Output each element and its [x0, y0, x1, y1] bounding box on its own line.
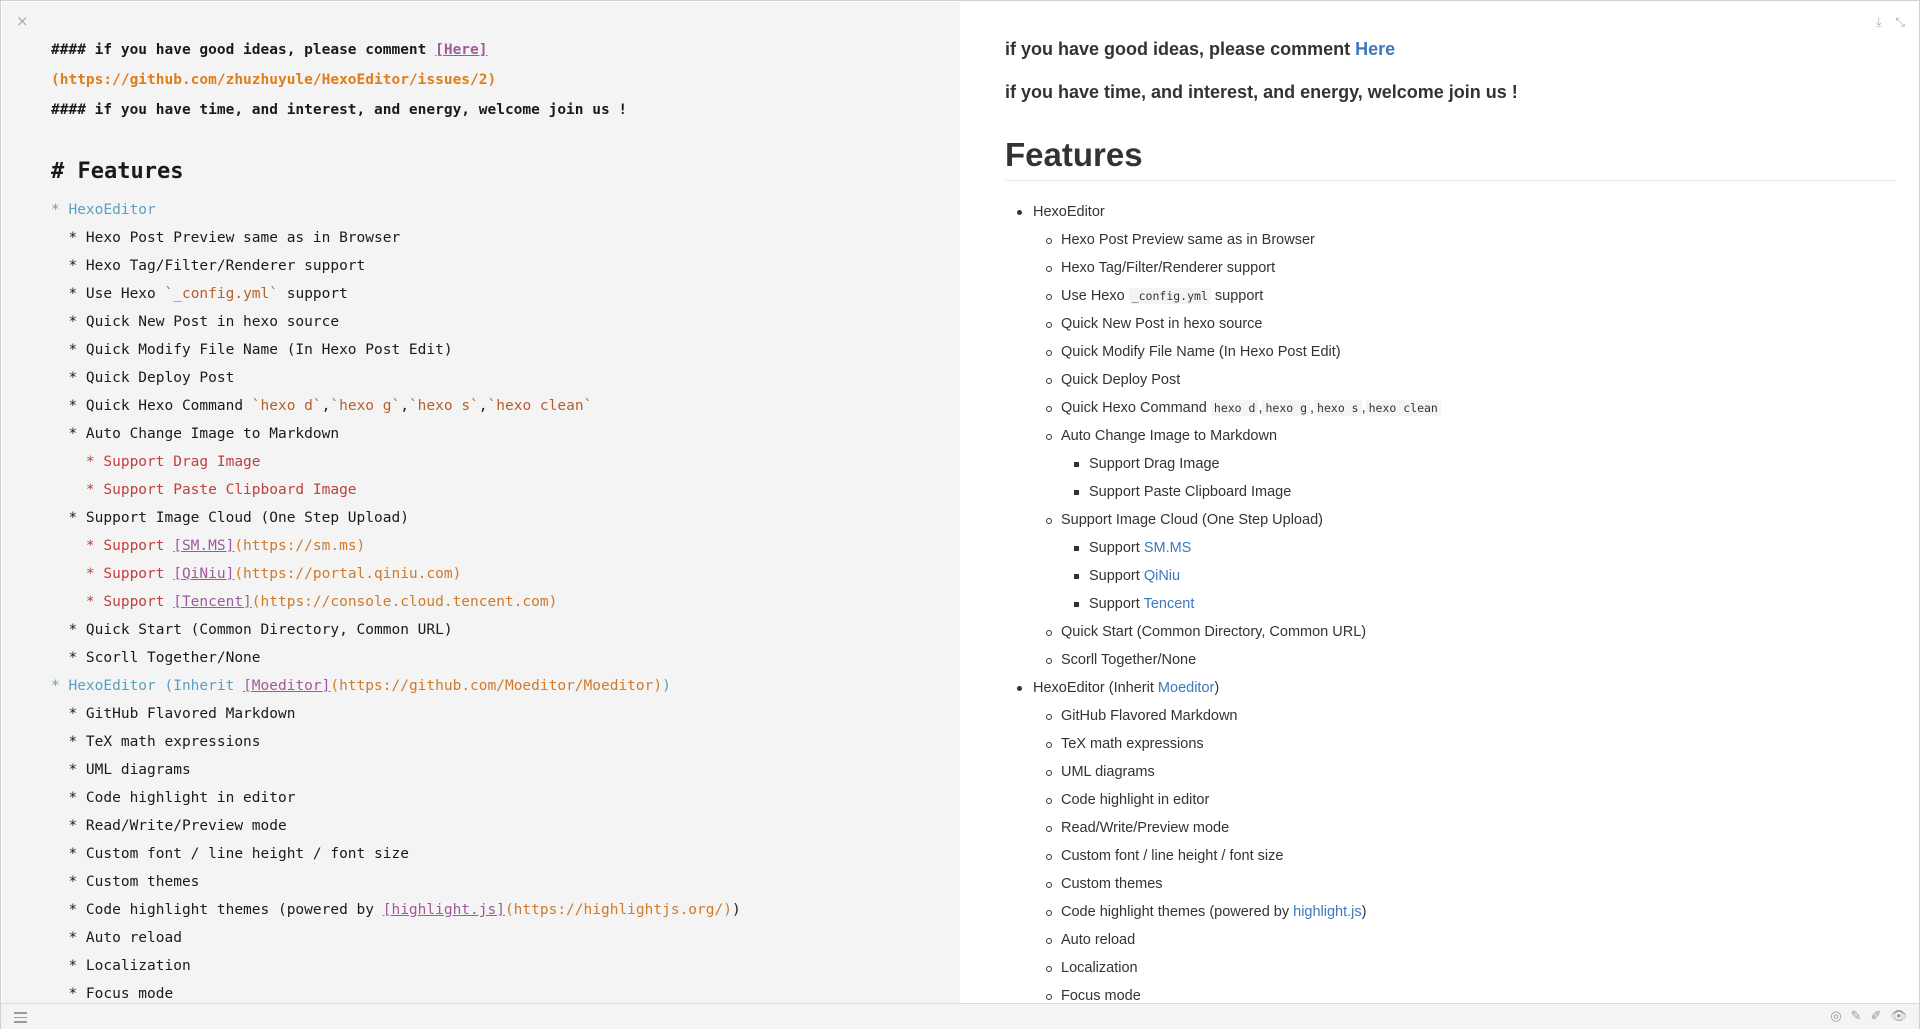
here-link[interactable]: Here — [1355, 39, 1396, 59]
editor-line: * Support Drag Image — [51, 454, 261, 470]
editor-line: * Localization — [51, 958, 191, 974]
markdown-preview — [960, 2, 1919, 1003]
editor-line: * Use Hexo `_config.yml` support — [51, 286, 348, 302]
preview-title: Features — [1005, 136, 1143, 173]
list-bullet — [1046, 770, 1052, 776]
list-bullet — [1046, 322, 1052, 328]
editor-line: * Support [SM.MS](https://sm.ms) — [51, 538, 366, 554]
list-item: HexoEditor (Inherit Moeditor) — [1033, 680, 1220, 696]
editor-line: * Hexo Post Preview same as in Browser — [51, 230, 401, 246]
editor-line: * Quick Deploy Post — [51, 370, 235, 386]
editor-line: * Scorll Together/None — [51, 650, 261, 666]
list-item: Focus mode — [1061, 988, 1141, 1003]
editor-line: #### if you have time, and interest, and energy, welcome join us ! — [51, 102, 628, 118]
list-item: Auto reload — [1061, 932, 1136, 948]
list-bullet — [1046, 294, 1052, 300]
list-bullet — [1074, 490, 1079, 495]
list-bullet — [1046, 742, 1052, 748]
list-item: Support Drag Image — [1089, 456, 1220, 472]
list-bullet — [1046, 238, 1052, 244]
list-item: Hexo Tag/Filter/Renderer support — [1061, 260, 1276, 276]
collapse-icon[interactable]: ⤡ — [1895, 15, 1905, 29]
list-item: Support Image Cloud (One Step Upload) — [1061, 512, 1323, 528]
list-item: Support Tencent — [1089, 596, 1195, 612]
eye-icon[interactable]: 👁 — [1890, 1009, 1907, 1024]
list-bullet — [1046, 266, 1052, 272]
list-item: Quick Start (Common Directory, Common URL) — [1061, 624, 1367, 640]
list-item: Hexo Post Preview same as in Browser — [1061, 232, 1315, 248]
markdown-editor[interactable] — [2, 2, 960, 1003]
preview-toolbar — [1876, 15, 1905, 30]
mode-switcher — [1830, 1009, 1907, 1024]
list-item: GitHub Flavored Markdown — [1061, 708, 1238, 724]
list-item: Localization — [1061, 960, 1138, 976]
editor-line: * GitHub Flavored Markdown — [51, 706, 296, 722]
list-bullet — [1046, 966, 1052, 972]
editor-line: * HexoEditor (Inherit [Moeditor](https://github.com/Moeditor/Moeditor)) — [51, 678, 671, 694]
editor-line: * Quick Hexo Command `hexo d`,`hexo g`,`hexo s`,`hexo clean` — [51, 398, 593, 414]
list-bullet — [1046, 798, 1052, 804]
list-bullet — [1046, 882, 1052, 888]
editor-line: * Quick Modify File Name (In Hexo Post Edit) — [51, 342, 453, 358]
list-bullet — [1046, 994, 1052, 1000]
list-bullet — [1046, 434, 1052, 440]
editor-line: * Hexo Tag/Filter/Renderer support — [51, 258, 366, 274]
divider — [1005, 180, 1896, 181]
list-item: Support Paste Clipboard Image — [1089, 484, 1292, 500]
editor-line: * Support [QiNiu](https://portal.qiniu.com) — [51, 566, 462, 582]
list-item: Quick Deploy Post — [1061, 372, 1181, 388]
list-item: Scorll Together/None — [1061, 652, 1197, 668]
list-item: UML diagrams — [1061, 764, 1155, 780]
editor-line: #### if you have good ideas, please comment [Here] — [51, 42, 488, 58]
editor-line: * Code highlight themes (powered by [highlight.js](https://highlightjs.org/)) — [51, 902, 741, 918]
list-item: HexoEditor — [1033, 204, 1105, 220]
list-item: Quick New Post in hexo source — [1061, 316, 1263, 332]
editor-line: * Code highlight in editor — [51, 790, 296, 806]
editor-line: * Custom font / line height / font size — [51, 846, 409, 862]
editor-link-text: [Here] — [435, 42, 488, 58]
list-bullet — [1074, 546, 1079, 551]
list-bullet — [1017, 210, 1022, 215]
moeditor-link[interactable]: Moeditor — [1157, 680, 1215, 696]
preview-heading: if you have good ideas, please comment Here — [1005, 39, 1396, 59]
editor-line: * Custom themes — [51, 874, 200, 890]
list-bullet — [1046, 658, 1052, 664]
list-bullet — [1046, 938, 1052, 944]
editor-line: * Quick Start (Common Directory, Common URL) — [51, 622, 453, 638]
close-icon[interactable]: × — [16, 12, 29, 30]
list-item: Code highlight themes (powered by highlight.js) — [1061, 904, 1367, 920]
editor-line: * Support Image Cloud (One Step Upload) — [51, 510, 409, 526]
list-bullet — [1046, 714, 1052, 720]
editor-line: * Read/Write/Preview mode — [51, 818, 287, 834]
editor-line: * Support [Tencent](https://console.cloud.tencent.com) — [51, 594, 558, 610]
editor-heading: # Features — [51, 159, 184, 184]
list-bullet — [1046, 854, 1052, 860]
list-item: Custom font / line height / font size — [1061, 848, 1284, 864]
editor-line: * TeX math expressions — [51, 734, 261, 750]
highlightjs-link[interactable]: highlight.js — [1293, 904, 1362, 920]
status-bar — [1, 1003, 1919, 1029]
list-bullet — [1046, 406, 1052, 412]
preview-heading: if you have time, and interest, and energy, welcome join us ! — [1005, 82, 1518, 102]
list-item: Custom themes — [1061, 876, 1163, 892]
list-bullet — [1017, 686, 1022, 691]
list-bullet — [1046, 518, 1052, 524]
list-item: Auto Change Image to Markdown — [1061, 428, 1278, 444]
qiniu-link[interactable]: QiNiu — [1143, 568, 1181, 584]
editor-line: * HexoEditor — [51, 202, 156, 218]
list-bullet — [1046, 350, 1052, 356]
editor-line: * Support Paste Clipboard Image — [51, 482, 357, 498]
menu-icon[interactable] — [14, 1012, 27, 1022]
editor-link-url: (https://github.com/zhuzhuyule/HexoEditor/issues/2) — [51, 72, 497, 88]
list-bullet — [1074, 602, 1079, 607]
list-item: Use Hexo _config.yml support — [1061, 288, 1264, 304]
edit-icon[interactable]: ✐ — [1870, 1009, 1882, 1024]
target-icon[interactable]: ◎ — [1830, 1009, 1842, 1024]
list-bullet — [1046, 630, 1052, 636]
download-icon[interactable]: ⤓ — [1876, 15, 1882, 29]
list-item: Code highlight in editor — [1061, 792, 1210, 808]
smms-link[interactable]: SM.MS — [1143, 540, 1192, 556]
list-item: Quick Hexo Command hexo d , hexo g , hexo s , hexo clean — [1061, 398, 1441, 418]
tencent-link[interactable]: Tencent — [1143, 596, 1195, 612]
editor-line: * Auto Change Image to Markdown — [51, 426, 340, 442]
list-item: TeX math expressions — [1061, 736, 1204, 752]
list-item: Read/Write/Preview mode — [1061, 820, 1230, 836]
editor-line: * Auto reload — [51, 930, 182, 946]
editor-line: * Focus mode — [51, 986, 174, 1002]
list-bullet — [1046, 910, 1052, 916]
editor-line: * UML diagrams — [51, 762, 191, 778]
list-item: Support SM.MS — [1089, 540, 1192, 556]
list-item: Quick Modify File Name (In Hexo Post Edit) — [1061, 344, 1341, 360]
editor-line: * Quick New Post in hexo source — [51, 314, 340, 330]
list-item: Support QiNiu — [1089, 568, 1181, 584]
list-bullet — [1046, 826, 1052, 832]
pencil-icon[interactable]: ✎ — [1850, 1009, 1862, 1024]
list-bullet — [1074, 462, 1079, 467]
list-bullet — [1074, 574, 1079, 579]
list-bullet — [1046, 378, 1052, 384]
